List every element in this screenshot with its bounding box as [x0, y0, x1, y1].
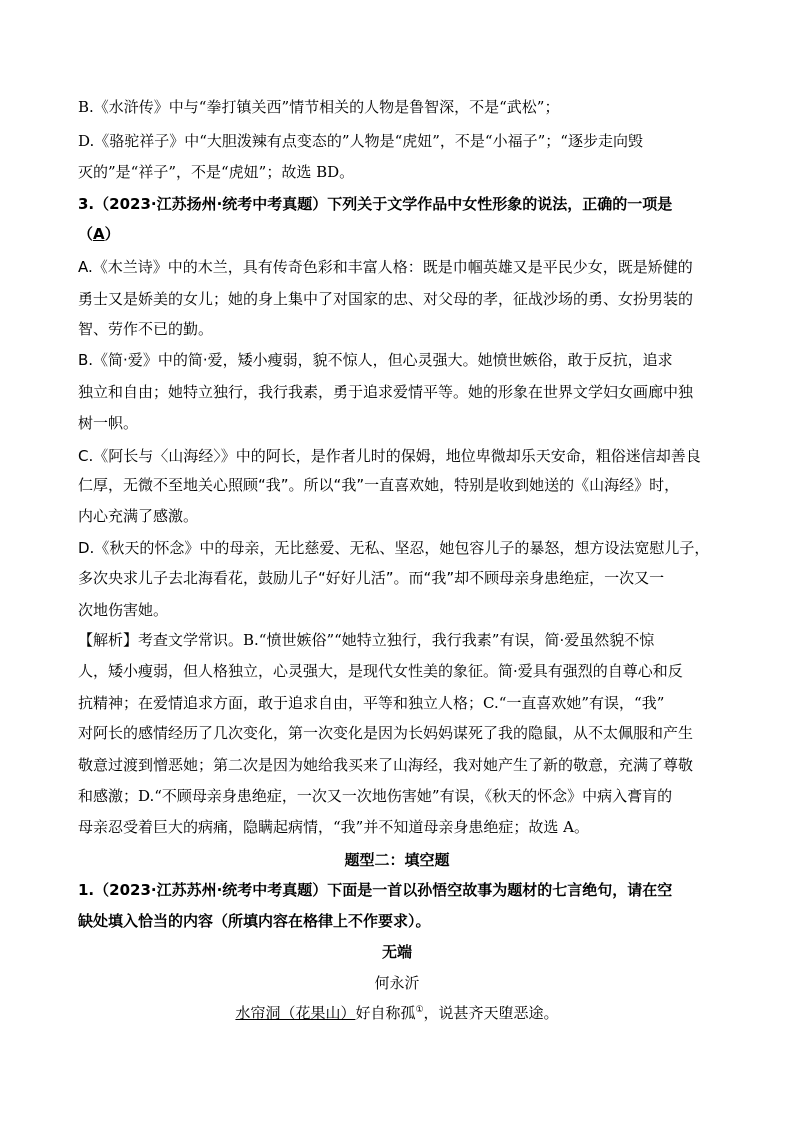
- option-a-line: 智、劳作不已的勤。: [78, 320, 214, 338]
- option-d-line: D.《秋天的怀念》中的母亲，无比慈爱、无私、坚忍，她包容儿子的暴怒，想方设法宽慰儿子，: [78, 539, 710, 557]
- analysis-line: 敬意过渡到憎恶她；第二次是因为她给我买来了山海经，我对她产生了新的敬意，充满了尊敬: [78, 756, 694, 774]
- analysis-line: 【解析】考查文学常识。B.“愤世嫉俗”“她特立独行，我行我素”有误，简·爱虽然貌不惊: [78, 631, 655, 649]
- bracket-close: ）: [104, 225, 120, 243]
- text-line: D.《骆驼祥子》中“大胆泼辣有点变态的”人物是“虎妞”，不是“小福子”；“逐步走向毁: [78, 132, 643, 150]
- question-1-stem: 缺处填入恰当的内容（所填内容在格律上不作要求）。: [78, 912, 431, 930]
- text-line: 灭的”是“祥子”，不是“虎妞”；故选 BD。: [78, 163, 355, 181]
- poem-line-1: [0, 1003, 794, 1023]
- option-a-line: A.《木兰诗》中的木兰，具有传奇色彩和丰富人格：既是巾帼英雄又是平民少女，既是矫健的: [78, 258, 693, 276]
- option-a-line: 勇士又是娇美的女儿；她的身上集中了对国家的忠、对父母的孝，征战沙场的勇、女扮男装的: [78, 290, 694, 308]
- option-c-line: 内心充满了感激。: [78, 507, 199, 525]
- option-b-line: 树一帜。: [78, 414, 139, 432]
- question-3-stem: 3.（2023·江苏扬州·统考中考真题）下列关于文学作品中女性形象的说法，正确的一项是: [78, 195, 673, 213]
- option-d-line: 次地伤害她。: [78, 601, 169, 619]
- analysis-line: 抗精神；在爱情追求方面，敢于追求自由，平等和独立人格；C.“一直喜欢她”有误，“我”: [78, 694, 665, 712]
- text-line: B.《水浒传》中与“拳打镇关西”情节相关的人物是鲁智深，不是“武松”；: [78, 98, 560, 116]
- answer-blank: A: [93, 225, 105, 243]
- poem-text: 好自称孤: [355, 1004, 416, 1022]
- analysis-line: 和感激；D.“不顾母亲身患绝症，一次又一次地伤害她”有误，《秋天的怀念》中病入膏肓的: [78, 787, 673, 805]
- question-1-stem: 1.（2023·江苏苏州·统考中考真题）下面是一首以孙悟空故事为题材的七言绝句，请在空: [78, 881, 673, 899]
- section-heading: 题型二：填空题: [344, 851, 450, 869]
- analysis-line: 母亲忍受着巨大的病痛，隐瞒起病情，“我”并不知道母亲身患绝症；故选 A。: [78, 818, 589, 836]
- footnote-marker: ①: [415, 1005, 424, 1015]
- option-d-line: 多次央求儿子去北海看花，鼓励儿子“好好儿活”。而“我”却不顾母亲身患绝症，一次又一: [78, 569, 665, 587]
- option-b-line: B.《简·爱》中的简·爱，矮小瘦弱，貌不惊人，但心灵强大。她愤世嫉俗，敢于反抗，追求: [78, 351, 673, 369]
- option-b-line: 独立和自由；她特立独行，我行我素，勇于追求爱情平等。她的形象在世界文学妇女画廊中独: [78, 383, 694, 401]
- question-3-answer-line: [78, 224, 120, 244]
- poem-text: ，说甚齐天堕恶途。: [423, 1004, 559, 1022]
- bracket-open: （: [78, 225, 94, 243]
- analysis-line: 对阿长的感情经历了几次变化，第一次变化是因为长妈妈谋死了我的隐鼠，从不太佩服和产生: [78, 724, 694, 742]
- poem-author: 何永沂: [374, 974, 420, 992]
- poem-blank-answer: 水帘洞（花果山）: [235, 1004, 356, 1022]
- option-c-line: C.《阿长与〈山海经〉》中的阿长，是作者儿时的保姆，地位卑微却乐天安命，粗俗迷信却善良: [78, 447, 701, 465]
- analysis-line: 人，矮小瘦弱，但人格独立，心灵强大，是现代女性美的象征。简·爱具有强烈的自尊心和反: [78, 662, 683, 680]
- option-c-line: 仁厚，无微不至地关心照顾“我”。所以“我”一直喜欢她，特别是收到她送的《山海经》时，: [78, 476, 680, 494]
- poem-title: 无端: [381, 943, 412, 961]
